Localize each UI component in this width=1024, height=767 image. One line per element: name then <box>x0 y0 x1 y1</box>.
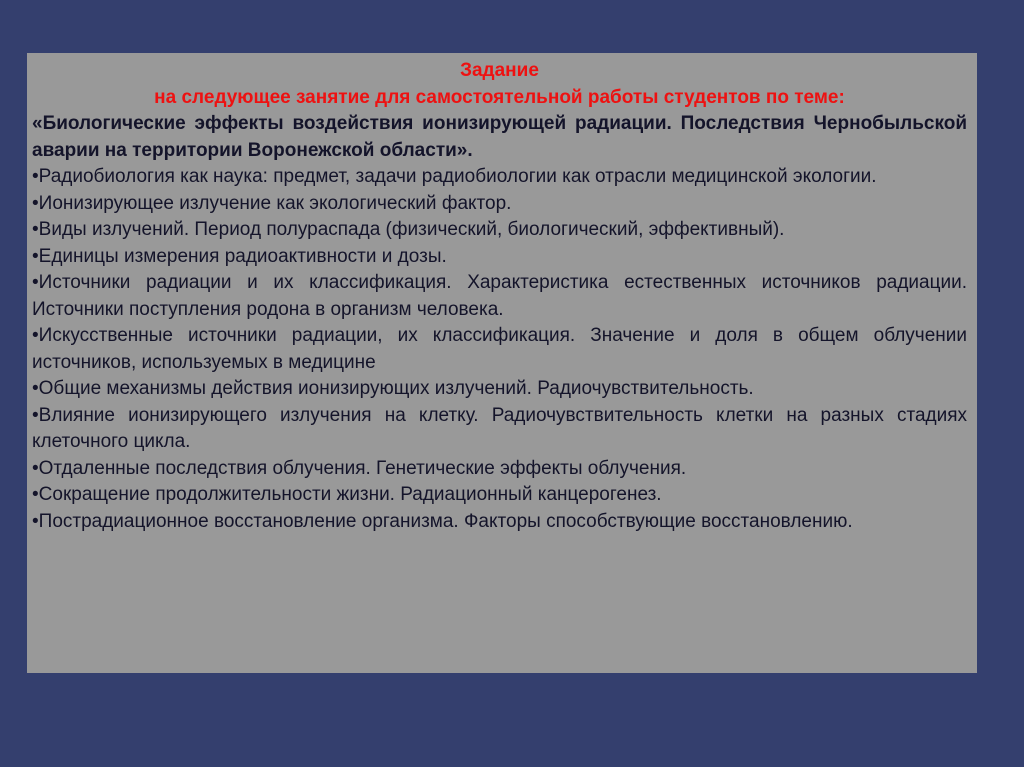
bullet-item: • Источники радиации и их классификация. Характеристика естественных источников радиации. Источники поступления родона в организм человека. <box>32 270 967 323</box>
bullet-item: • Пострадиационное восстановление организма. Факторы способствующие восстановлению. <box>32 509 967 536</box>
bullet-item: • Ионизирующее излучение как экологический фактор. <box>32 191 967 218</box>
bullet-item: • Влияние ионизирующего излучения на клетку. Радиочувствительность клетки на разных стадиях клеточного цикла. <box>32 403 967 456</box>
bullet-item: • Виды излучений. Период полураспада (физический, биологический, эффективный). <box>32 217 967 244</box>
text-box <box>32 58 967 535</box>
bullet-item: • Общие механизмы действия ионизирующих излучений. Радиочувствительность. <box>32 376 967 403</box>
bullet-list <box>32 164 967 535</box>
slide-title: Задание <box>460 60 539 81</box>
bullet-item: • Искусственные источники радиации, их классификация. Значение и доля в общем облучении источников, используемых в медицине <box>32 323 967 376</box>
bullet-item: • Радиобиология как наука: предмет, задачи радиобиологии как отрасли медицинской экологии. <box>32 164 967 191</box>
bullet-item: • Сокращение продолжительности жизни. Радиационный канцерогенез. <box>32 482 967 509</box>
bullet-item: • Отдаленные последствия облучения. Генетические эффекты облучения. <box>32 456 967 483</box>
slide-subtitle: на следующее занятие для самостоятельной работы студентов по теме: <box>154 86 845 108</box>
bullet-item: • Единицы измерения радиоактивности и дозы. <box>32 244 967 271</box>
topic-heading: «Биологические эффекты воздействия ионизирующей радиации. Последствия Чернобыльской аварии на территории Воронежской области». <box>32 113 967 161</box>
